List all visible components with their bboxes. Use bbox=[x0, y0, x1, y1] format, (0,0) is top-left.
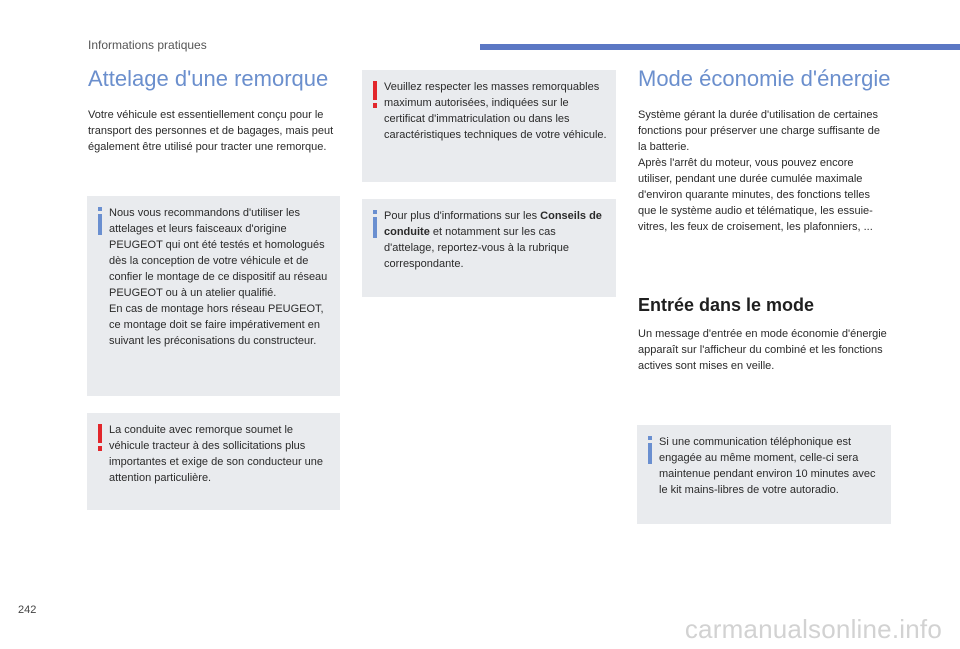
watermark: carmanualsonline.info bbox=[684, 614, 942, 644]
warning-icon bbox=[95, 424, 105, 452]
info-icon bbox=[95, 207, 105, 235]
subsection-title-entering-mode: Entrée dans le mode bbox=[638, 295, 815, 315]
info-box-driving-advice bbox=[362, 199, 616, 297]
warning-icon bbox=[370, 81, 380, 109]
section-title-energy-saving: Mode économie d'énergie bbox=[638, 66, 891, 91]
warning-box-text: Veuillez respecter les masses remorquables maximum autorisées, indiquées sur le certificat d'immatriculation ou dans les caractéristiques techniques de votre véhicule. bbox=[384, 81, 607, 141]
energy-saving-intro: Système gérant la durée d'utilisation de certaines fonctions pour préserver une charge suffisante de la batterie. Après l'arrêt du moteur, vous pouvez encore utiliser, pendant une durée cumulée maximale d'environ quarante minutes, des fonctions telles que le système audio et télématique, les essuie-vitres, les feux de croisement, les plafonniers, ... bbox=[638, 109, 880, 233]
page-number: 242 bbox=[18, 604, 37, 616]
section-header: Informations pratiques bbox=[88, 38, 207, 52]
info-box-text: Nous vous recommandons d'utiliser les attelages et leurs faisceaux d'origine PEUGEOT qui ont été testés et homologués dès la conception de votre véhicule et de confier le montage de ce dispositif au réseau PEUGEOT ou à un atelier qualifié. En cas de montage hors réseau PEUGEOT, ce montage doit se faire impérativement en suivant les préconisations du constructeur. bbox=[109, 207, 328, 347]
info-text-before: Pour plus d'informations sur les bbox=[384, 210, 541, 222]
section-title-towing: Attelage d'une remorque bbox=[88, 66, 329, 91]
info-icon bbox=[645, 436, 655, 464]
towing-intro: Votre véhicule est essentiellement conçu pour le transport des personnes et de bagages, mais peut également être utilisé pour tracter une remorque. bbox=[88, 109, 334, 153]
driving-advice-link-text: Conseils de conduite bbox=[384, 210, 602, 238]
info-box-text bbox=[384, 208, 608, 272]
info-box-text: Si une communication téléphonique est engagée au même moment, celle-ci sera maintenue pendant environ 10 minutes avec le kit mains-libres de votre autoradio. bbox=[659, 436, 876, 496]
entering-mode-text: Un message d'entrée en mode économie d'énergie apparaît sur l'afficheur du combiné et les fonctions actives sont mises en veille. bbox=[638, 328, 887, 372]
info-text-after: et notamment sur les cas d'attelage, reportez-vous à la rubrique correspondante. bbox=[384, 226, 569, 270]
warning-box-towing bbox=[87, 413, 340, 510]
info-icon bbox=[370, 210, 380, 238]
header-accent-bar bbox=[480, 44, 960, 50]
info-box-towing-recommendation bbox=[87, 196, 340, 396]
warning-box-towable-mass bbox=[362, 70, 616, 182]
warning-box-text: La conduite avec remorque soumet le véhicule tracteur à des sollicitations plus importantes et exige de son conducteur une attention particulière. bbox=[109, 424, 324, 484]
info-box-phone-call bbox=[637, 425, 891, 524]
